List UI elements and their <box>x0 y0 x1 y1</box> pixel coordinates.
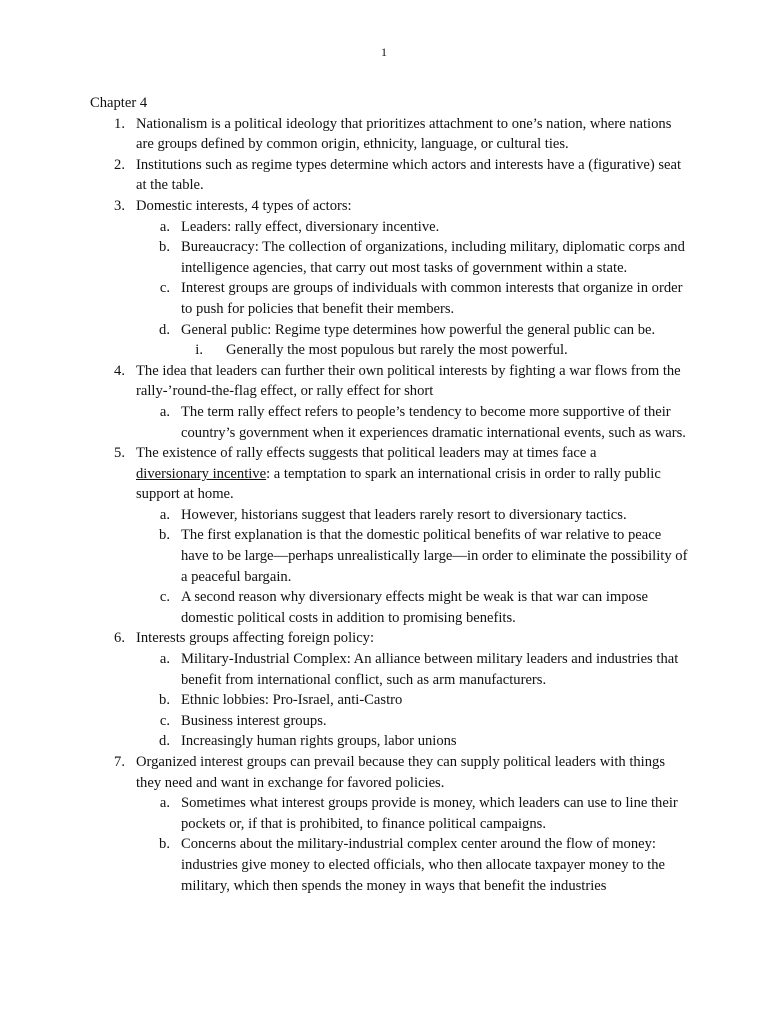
list-marker: a. <box>159 651 170 668</box>
list-item-text: Increasingly human rights groups, labor unions <box>181 733 457 750</box>
list-item-text: General public: Regime type determines how powerful the general public can be. <box>181 321 656 338</box>
list-item <box>90 361 690 402</box>
sub-list-item <box>90 793 690 834</box>
list-item <box>90 114 690 155</box>
list-marker: b. <box>159 692 170 709</box>
list-item-text: Bureaucracy: The collection of organizations, including military, diplomatic corps and intelligence agencies, that carry out most tasks of government within a state. <box>181 239 685 276</box>
list-marker: c. <box>159 280 170 297</box>
list-marker: b. <box>159 527 170 544</box>
list-marker: 2. <box>114 156 125 173</box>
list-item <box>90 752 690 793</box>
list-item-text: Nationalism is a political ideology that prioritizes attachment to one’s nation, where nations are groups defined by common origin, ethnicity, language, or cultural ties. <box>136 115 672 153</box>
list-marker: 3. <box>114 197 125 214</box>
list-marker: 7. <box>114 754 125 770</box>
list-marker: 1. <box>114 115 125 132</box>
sub-list-item <box>90 320 690 341</box>
list-marker: a. <box>159 218 170 235</box>
list-item-text: Generally the most populous but rarely the most powerful. <box>226 342 568 359</box>
list-marker: a. <box>159 506 170 523</box>
list-marker: i. <box>195 342 203 359</box>
list-marker: 5. <box>114 445 125 462</box>
list-item-text: The term rally effect refers to people’s tendency to become more supportive of their country’s government when it experiences dramatic international events, such as wars. <box>181 403 686 441</box>
list-item-text: Business interest groups. <box>181 712 327 729</box>
page-number: 1 <box>381 45 387 59</box>
chapter-heading: Chapter 4 <box>90 95 148 111</box>
list-item-text: A second reason why diversionary effects might be weak is that war can impose domestic political costs in addition to promising benefits. <box>181 589 648 626</box>
underlined-term: diversionary incentive <box>136 465 267 482</box>
list-item-text-continued: : a temptation to spark an international crisis in order to rally public support at home. <box>136 465 661 503</box>
list-item-text: Military-Industrial Complex: An alliance between military leaders and industries that benefit from international conflict, such as arm manufacturers. <box>181 651 679 688</box>
list-marker: d. <box>159 733 170 750</box>
list-item-text: Leaders: rally effect, diversionary incentive. <box>181 218 440 235</box>
list-marker: c. <box>159 712 170 729</box>
list-item-text: Institutions such as regime types determine which actors and interests have a (figurative) seat at the table. <box>136 156 682 194</box>
list-marker: a. <box>159 403 170 420</box>
list-item-text: The first explanation is that the domestic political benefits of war relative to peace have to be large—perhaps unrealistically large—in order to eliminate the possibility of a peaceful bargain. <box>181 527 688 585</box>
list-item <box>90 443 690 505</box>
list-item-text: The idea that leaders can further their own political interests by fighting a war flows from the rally-’round-the-flag effect, or rally effect for short <box>136 362 681 400</box>
list-marker: c. <box>159 589 170 606</box>
sub-list-item <box>90 237 690 278</box>
sub-list-item <box>90 217 690 238</box>
list-item <box>90 155 690 196</box>
list-item-text: Organized interest groups can prevail because they can supply political leaders with things they need and want in exchange for favored policies. <box>136 754 665 791</box>
list-item-text: The existence of rally effects suggests that political leaders may at times face a <box>136 445 597 462</box>
sub-list-item <box>90 711 690 732</box>
sub-list-item <box>90 690 690 711</box>
list-item-text: Interest groups are groups of individuals with common interests that organize in order to push for policies that benefit their members. <box>181 280 683 317</box>
list-item-text: However, historians suggest that leaders rarely resort to diversionary tactics. <box>181 506 627 523</box>
sub-list-item <box>90 587 690 628</box>
sub-list-item <box>90 278 690 319</box>
list-marker: b. <box>159 239 170 256</box>
sub-list-item <box>90 505 690 526</box>
list-item-text: Interests groups affecting foreign policy: <box>136 630 375 647</box>
sub-list-item <box>90 834 690 896</box>
list-marker: a. <box>159 795 170 812</box>
sub-list-item <box>90 402 690 443</box>
sub-list-item <box>90 649 690 690</box>
list-marker: d. <box>159 321 170 338</box>
list-marker: b. <box>159 836 170 853</box>
sub-list-item <box>90 525 690 587</box>
list-item <box>90 628 690 649</box>
list-item-text: Concerns about the military-industrial complex center around the flow of money: industries give money to elected officials, who then allocate taxpayer money to the military, which then spends the money in ways that benefit the industries <box>181 836 666 894</box>
list-marker: 6. <box>114 630 125 647</box>
list-item-text: Ethnic lobbies: Pro-Israel, anti-Castro <box>181 692 403 709</box>
sub-list-item <box>90 731 690 752</box>
list-item-text: Sometimes what interest groups provide is money, which leaders can use to line their pockets or, if that is prohibited, to finance political campaigns. <box>181 795 678 832</box>
list-item-text: Domestic interests, 4 types of actors: <box>136 197 352 214</box>
list-item <box>90 196 690 217</box>
sub-sub-list-item <box>90 340 690 361</box>
document-body <box>90 93 690 896</box>
list-marker: 4. <box>114 362 125 379</box>
